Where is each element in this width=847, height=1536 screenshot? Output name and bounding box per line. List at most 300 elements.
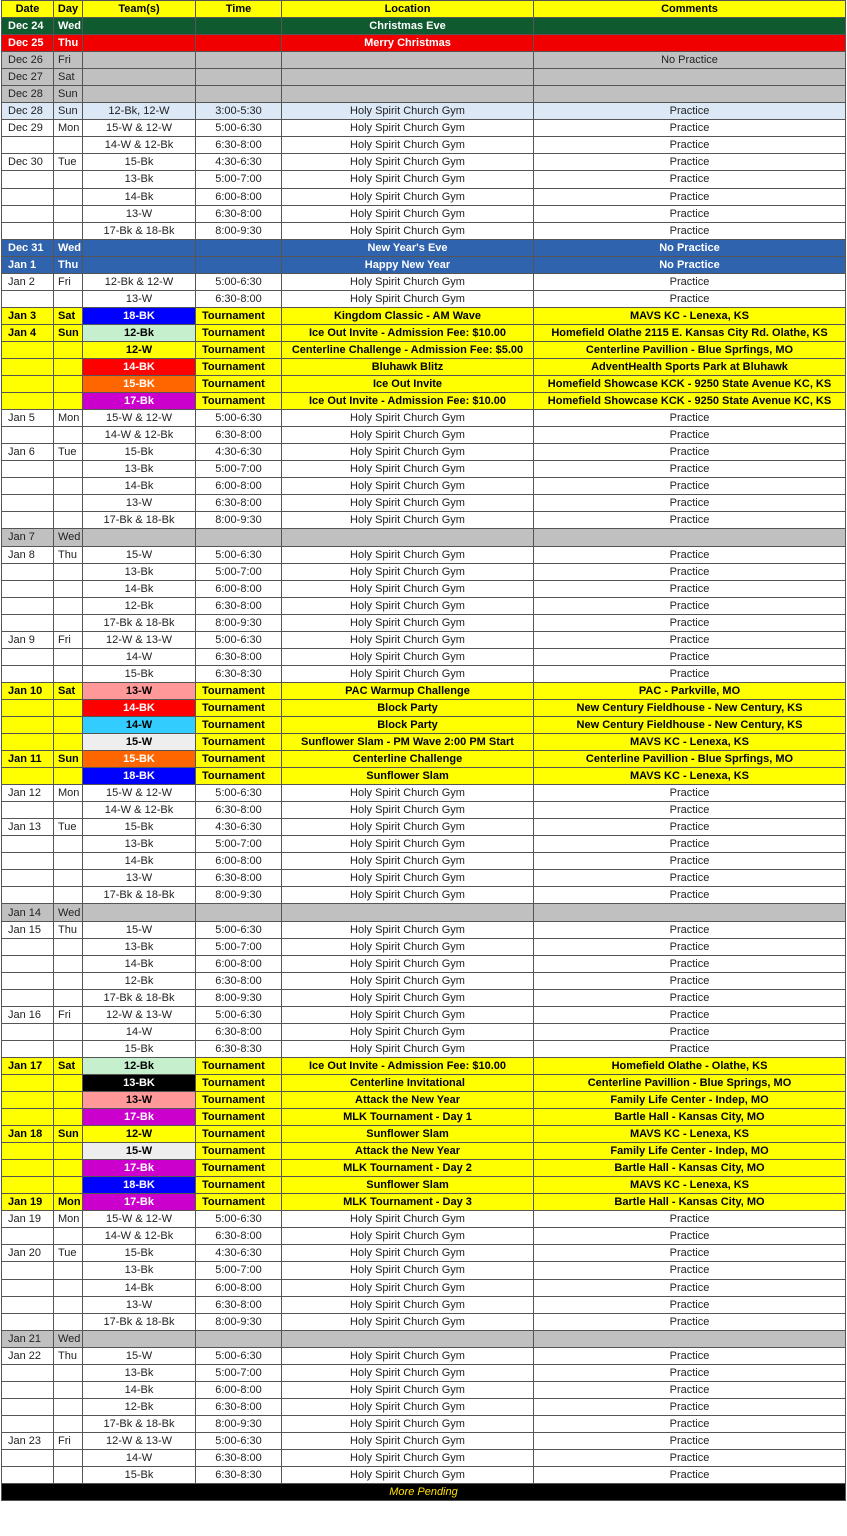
cell-day (54, 478, 83, 495)
cell-location: Christmas Eve (282, 18, 534, 35)
cell-location: Ice Out Invite (282, 376, 534, 393)
cell-location: Holy Spirit Church Gym (282, 989, 534, 1006)
schedule-row (2, 239, 846, 256)
cell-date (2, 1023, 54, 1040)
cell-comments: Practice (534, 563, 846, 580)
cell-teams: 12-Bk & 12-W (83, 273, 196, 290)
cell-teams: 13-W (83, 870, 196, 887)
cell-teams: 14-W (83, 716, 196, 733)
cell-day: Fri (54, 1006, 83, 1023)
cell-day (54, 1279, 83, 1296)
schedule-row (2, 1313, 846, 1330)
schedule-row (2, 836, 846, 853)
cell-comments: Practice (534, 938, 846, 955)
cell-day (54, 972, 83, 989)
schedule-row (2, 154, 846, 171)
cell-date (2, 358, 54, 375)
cell-comments (534, 1330, 846, 1347)
cell-teams: 15-BK (83, 376, 196, 393)
cell-time: 5:00-6:30 (196, 546, 282, 563)
cell-time: Tournament (196, 358, 282, 375)
cell-teams: 12-Bk, 12-W (83, 103, 196, 120)
cell-location (282, 52, 534, 69)
cell-teams: 12-W & 13-W (83, 1432, 196, 1449)
cell-teams: 14-W & 12-Bk (83, 427, 196, 444)
cell-teams: 13-Bk (83, 1364, 196, 1381)
schedule-row (2, 1432, 846, 1449)
schedule-row (2, 461, 846, 478)
cell-date (2, 716, 54, 733)
cell-time: 5:00-6:30 (196, 1211, 282, 1228)
cell-date: Jan 5 (2, 410, 54, 427)
cell-day (54, 597, 83, 614)
cell-day (54, 768, 83, 785)
cell-day (54, 427, 83, 444)
cell-location: Holy Spirit Church Gym (282, 955, 534, 972)
cell-teams: 14-W & 12-Bk (83, 1228, 196, 1245)
schedule-row (2, 495, 846, 512)
cell-comments: Practice (534, 921, 846, 938)
cell-comments: Practice (534, 290, 846, 307)
cell-location: Holy Spirit Church Gym (282, 290, 534, 307)
schedule-row (2, 1245, 846, 1262)
cell-comments: Centerline Pavillion - Blue Sprfings, MO (534, 751, 846, 768)
cell-date (2, 495, 54, 512)
schedule-row (2, 972, 846, 989)
cell-location: Holy Spirit Church Gym (282, 410, 534, 427)
schedule-row (2, 580, 846, 597)
cell-date (2, 341, 54, 358)
cell-comments: Practice (534, 665, 846, 682)
cell-time: Tournament (196, 682, 282, 699)
schedule-row (2, 307, 846, 324)
cell-date (2, 1262, 54, 1279)
schedule-row (2, 222, 846, 239)
cell-teams: 13-Bk (83, 171, 196, 188)
cell-location: Holy Spirit Church Gym (282, 1279, 534, 1296)
cell-teams: 17-Bk & 18-Bk (83, 887, 196, 904)
cell-teams: 15-W (83, 546, 196, 563)
cell-date (2, 427, 54, 444)
schedule-row (2, 1364, 846, 1381)
cell-time: 4:30-6:30 (196, 154, 282, 171)
cell-teams (83, 86, 196, 103)
cell-time: 8:00-9:30 (196, 887, 282, 904)
schedule-body (2, 18, 846, 1484)
cell-date: Jan 3 (2, 307, 54, 324)
schedule-row (2, 904, 846, 921)
schedule-row (2, 1143, 846, 1160)
cell-comments: Practice (534, 1467, 846, 1484)
schedule-row (2, 921, 846, 938)
cell-date (2, 955, 54, 972)
cell-location: Holy Spirit Church Gym (282, 1245, 534, 1262)
cell-time: 5:00-6:30 (196, 921, 282, 938)
cell-comments: Practice (534, 461, 846, 478)
cell-day: Sun (54, 1126, 83, 1143)
schedule-row (2, 1398, 846, 1415)
cell-time: 6:30-8:00 (196, 1449, 282, 1466)
cell-time: 5:00-6:30 (196, 631, 282, 648)
cell-comments: Practice (534, 154, 846, 171)
cell-day (54, 734, 83, 751)
schedule-row (2, 324, 846, 341)
cell-comments (534, 904, 846, 921)
cell-teams: 15-W (83, 734, 196, 751)
cell-date: Jan 14 (2, 904, 54, 921)
cell-time: Tournament (196, 393, 282, 410)
cell-day (54, 1467, 83, 1484)
cell-teams: 14-W & 12-Bk (83, 802, 196, 819)
schedule-row (2, 870, 846, 887)
cell-teams: 12-Bk (83, 972, 196, 989)
cell-comments (534, 529, 846, 546)
cell-location: Holy Spirit Church Gym (282, 648, 534, 665)
cell-day (54, 290, 83, 307)
cell-location: Holy Spirit Church Gym (282, 1467, 534, 1484)
cell-time: 6:00-8:00 (196, 188, 282, 205)
cell-teams: 12-W & 13-W (83, 631, 196, 648)
cell-time: 6:30-8:00 (196, 648, 282, 665)
cell-day: Wed (54, 904, 83, 921)
cell-day (54, 802, 83, 819)
cell-day (54, 376, 83, 393)
cell-time: Tournament (196, 716, 282, 733)
cell-location: Holy Spirit Church Gym (282, 444, 534, 461)
cell-comments (534, 86, 846, 103)
cell-time: 5:00-7:00 (196, 938, 282, 955)
cell-comments (534, 69, 846, 86)
cell-comments: Centerline Pavillion - Blue Sprfings, MO (534, 341, 846, 358)
cell-comments: Homefield Olathe - Olathe, KS (534, 1057, 846, 1074)
schedule-row (2, 699, 846, 716)
cell-teams: 13-W (83, 205, 196, 222)
cell-comments: Practice (534, 222, 846, 239)
schedule-row (2, 86, 846, 103)
cell-teams (83, 35, 196, 52)
cell-time: 6:00-8:00 (196, 1279, 282, 1296)
cell-day: Mon (54, 785, 83, 802)
cell-date (2, 222, 54, 239)
cell-time: Tournament (196, 699, 282, 716)
cell-time (196, 1330, 282, 1347)
cell-day (54, 1415, 83, 1432)
cell-comments: MAVS KC - Lenexa, KS (534, 734, 846, 751)
cell-location (282, 529, 534, 546)
cell-date (2, 768, 54, 785)
cell-date (2, 1177, 54, 1194)
schedule-row (2, 18, 846, 35)
schedule-row (2, 819, 846, 836)
cell-location: Holy Spirit Church Gym (282, 137, 534, 154)
cell-time: Tournament (196, 1057, 282, 1074)
cell-date: Jan 16 (2, 1006, 54, 1023)
cell-location: Holy Spirit Church Gym (282, 1023, 534, 1040)
cell-date (2, 512, 54, 529)
cell-day: Sun (54, 324, 83, 341)
cell-date (2, 887, 54, 904)
header-row (2, 1, 846, 18)
cell-time: Tournament (196, 376, 282, 393)
more-pending-note: More Pending (2, 1484, 846, 1501)
cell-time: Tournament (196, 1074, 282, 1091)
cell-time: 6:00-8:00 (196, 580, 282, 597)
schedule-row (2, 256, 846, 273)
schedule-row (2, 1347, 846, 1364)
schedule-row (2, 1330, 846, 1347)
cell-date: Jan 11 (2, 751, 54, 768)
cell-day: Fri (54, 631, 83, 648)
cell-location: Attack the New Year (282, 1092, 534, 1109)
cell-time: 6:30-8:00 (196, 972, 282, 989)
cell-time: 6:30-8:00 (196, 1023, 282, 1040)
cell-comments: Practice (534, 1296, 846, 1313)
cell-time: Tournament (196, 1143, 282, 1160)
schedule-row (2, 1006, 846, 1023)
schedule-row (2, 955, 846, 972)
cell-comments: Practice (534, 614, 846, 631)
cell-comments: No Practice (534, 52, 846, 69)
cell-date: Dec 26 (2, 52, 54, 69)
schedule-row (2, 1057, 846, 1074)
cell-location: Block Party (282, 699, 534, 716)
schedule-row (2, 393, 846, 410)
cell-date: Jan 17 (2, 1057, 54, 1074)
cell-teams: 14-Bk (83, 853, 196, 870)
cell-teams: 15-Bk (83, 1040, 196, 1057)
cell-location: Holy Spirit Church Gym (282, 614, 534, 631)
cell-date: Jan 18 (2, 1126, 54, 1143)
cell-comments: Centerline Pavillion - Blue Springs, MO (534, 1074, 846, 1091)
cell-teams: 18-BK (83, 1177, 196, 1194)
cell-time: 6:30-8:00 (196, 205, 282, 222)
cell-day (54, 870, 83, 887)
cell-date: Dec 24 (2, 18, 54, 35)
cell-day: Fri (54, 273, 83, 290)
cell-location: Sunflower Slam - PM Wave 2:00 PM Start (282, 734, 534, 751)
schedule-row (2, 785, 846, 802)
cell-day: Sun (54, 751, 83, 768)
cell-location: Holy Spirit Church Gym (282, 1040, 534, 1057)
cell-comments: Bartle Hall - Kansas City, MO (534, 1109, 846, 1126)
cell-date (2, 938, 54, 955)
cell-location: MLK Tournament - Day 2 (282, 1160, 534, 1177)
cell-comments: Practice (534, 1449, 846, 1466)
schedule-row (2, 205, 846, 222)
cell-day: Wed (54, 1330, 83, 1347)
schedule-row (2, 648, 846, 665)
cell-time: 5:00-6:30 (196, 1432, 282, 1449)
schedule-row (2, 563, 846, 580)
cell-location: Ice Out Invite - Admission Fee: $10.00 (282, 324, 534, 341)
cell-day (54, 137, 83, 154)
schedule-row (2, 1262, 846, 1279)
cell-day: Thu (54, 256, 83, 273)
cell-comments: Practice (534, 1006, 846, 1023)
cell-day: Tue (54, 1245, 83, 1262)
cell-teams: 17-Bk & 18-Bk (83, 222, 196, 239)
schedule-row (2, 682, 846, 699)
cell-teams: 15-Bk (83, 1245, 196, 1262)
cell-date (2, 1364, 54, 1381)
col-header-location: Location (282, 1, 534, 18)
col-header-comments: Comments (534, 1, 846, 18)
cell-teams: 14-BK (83, 699, 196, 716)
cell-time: 5:00-7:00 (196, 836, 282, 853)
cell-comments: Practice (534, 597, 846, 614)
cell-location: Holy Spirit Church Gym (282, 1449, 534, 1466)
cell-location: Holy Spirit Church Gym (282, 512, 534, 529)
cell-date (2, 870, 54, 887)
cell-day: Mon (54, 120, 83, 137)
schedule-row (2, 1023, 846, 1040)
cell-time: 6:30-8:00 (196, 427, 282, 444)
cell-location: Holy Spirit Church Gym (282, 1296, 534, 1313)
cell-day (54, 853, 83, 870)
cell-teams: 13-W (83, 1092, 196, 1109)
cell-location: Block Party (282, 716, 534, 733)
cell-day (54, 716, 83, 733)
cell-day: Wed (54, 18, 83, 35)
schedule-row (2, 512, 846, 529)
cell-time: 5:00-7:00 (196, 171, 282, 188)
cell-date (2, 1313, 54, 1330)
cell-location: Holy Spirit Church Gym (282, 120, 534, 137)
cell-comments: Practice (534, 103, 846, 120)
cell-comments: Practice (534, 1347, 846, 1364)
cell-location: Centerline Invitational (282, 1074, 534, 1091)
cell-comments: New Century Fieldhouse - New Century, KS (534, 716, 846, 733)
cell-day (54, 205, 83, 222)
schedule-row (2, 1296, 846, 1313)
cell-day: Thu (54, 1347, 83, 1364)
cell-day: Fri (54, 1432, 83, 1449)
cell-day (54, 1143, 83, 1160)
cell-teams: 12-W (83, 341, 196, 358)
cell-location: Holy Spirit Church Gym (282, 1313, 534, 1330)
cell-time: 6:30-8:00 (196, 1398, 282, 1415)
cell-date: Jan 9 (2, 631, 54, 648)
cell-location: Holy Spirit Church Gym (282, 205, 534, 222)
cell-date (2, 1296, 54, 1313)
schedule-row (2, 614, 846, 631)
cell-comments: Practice (534, 887, 846, 904)
cell-location: Holy Spirit Church Gym (282, 1006, 534, 1023)
cell-time: 6:30-8:00 (196, 1296, 282, 1313)
schedule-row (2, 69, 846, 86)
cell-date (2, 580, 54, 597)
cell-comments (534, 35, 846, 52)
cell-date: Jan 7 (2, 529, 54, 546)
cell-comments: Practice (534, 1279, 846, 1296)
schedule-row (2, 938, 846, 955)
schedule-row (2, 478, 846, 495)
cell-teams: 14-W (83, 1449, 196, 1466)
cell-day (54, 1160, 83, 1177)
cell-location: Holy Spirit Church Gym (282, 836, 534, 853)
cell-location: MLK Tournament - Day 3 (282, 1194, 534, 1211)
cell-teams: 15-Bk (83, 1467, 196, 1484)
cell-location: Attack the New Year (282, 1143, 534, 1160)
cell-comments: Practice (534, 870, 846, 887)
cell-comments: Practice (534, 785, 846, 802)
cell-location: Holy Spirit Church Gym (282, 853, 534, 870)
schedule-row (2, 341, 846, 358)
cell-day (54, 1177, 83, 1194)
schedule-row (2, 1194, 846, 1211)
cell-teams: 13-W (83, 1296, 196, 1313)
cell-day: Sat (54, 682, 83, 699)
cell-teams (83, 239, 196, 256)
cell-comments: Practice (534, 580, 846, 597)
cell-location: Holy Spirit Church Gym (282, 1381, 534, 1398)
cell-time: 6:00-8:00 (196, 853, 282, 870)
schedule-row (2, 290, 846, 307)
cell-comments: Practice (534, 1262, 846, 1279)
cell-location: Holy Spirit Church Gym (282, 171, 534, 188)
cell-time (196, 239, 282, 256)
cell-comments: Practice (534, 171, 846, 188)
cell-teams: 15-Bk (83, 819, 196, 836)
cell-comments: Homefield Showcase KCK - 9250 State Avenue KC, KS (534, 393, 846, 410)
cell-time: 5:00-7:00 (196, 563, 282, 580)
cell-comments: Practice (534, 478, 846, 495)
cell-date: Jan 20 (2, 1245, 54, 1262)
cell-teams: 15-W & 12-W (83, 785, 196, 802)
cell-day (54, 222, 83, 239)
schedule-row (2, 1467, 846, 1484)
cell-date (2, 478, 54, 495)
cell-day (54, 1092, 83, 1109)
cell-date: Jan 19 (2, 1211, 54, 1228)
cell-date: Jan 10 (2, 682, 54, 699)
cell-teams: 12-W & 13-W (83, 1006, 196, 1023)
schedule-row (2, 1040, 846, 1057)
cell-location: Centerline Challenge (282, 751, 534, 768)
cell-location: Sunflower Slam (282, 1177, 534, 1194)
cell-comments: Practice (534, 1023, 846, 1040)
cell-teams: 17-Bk & 18-Bk (83, 1415, 196, 1432)
cell-date (2, 734, 54, 751)
cell-date (2, 1228, 54, 1245)
cell-date: Jan 2 (2, 273, 54, 290)
cell-comments: Practice (534, 546, 846, 563)
schedule-row (2, 1160, 846, 1177)
cell-teams: 14-W (83, 648, 196, 665)
cell-teams: 13-W (83, 290, 196, 307)
cell-teams: 15-W (83, 1143, 196, 1160)
cell-teams: 13-Bk (83, 836, 196, 853)
cell-comments: Homefield Olathe 2115 E. Kansas City Rd. Olathe, KS (534, 324, 846, 341)
cell-location: Sunflower Slam (282, 768, 534, 785)
schedule-row (2, 1126, 846, 1143)
cell-time: 6:30-8:00 (196, 290, 282, 307)
cell-time: 8:00-9:30 (196, 1415, 282, 1432)
cell-teams: 17-Bk (83, 1109, 196, 1126)
cell-date (2, 1160, 54, 1177)
cell-location: Holy Spirit Church Gym (282, 597, 534, 614)
cell-teams: 14-Bk (83, 188, 196, 205)
cell-teams: 12-W (83, 1126, 196, 1143)
cell-comments: Practice (534, 1398, 846, 1415)
cell-teams: 15-Bk (83, 154, 196, 171)
cell-location: Ice Out Invite - Admission Fee: $10.00 (282, 1057, 534, 1074)
cell-day (54, 188, 83, 205)
cell-location: Holy Spirit Church Gym (282, 870, 534, 887)
cell-day (54, 836, 83, 853)
cell-location (282, 69, 534, 86)
cell-comments: Practice (534, 137, 846, 154)
